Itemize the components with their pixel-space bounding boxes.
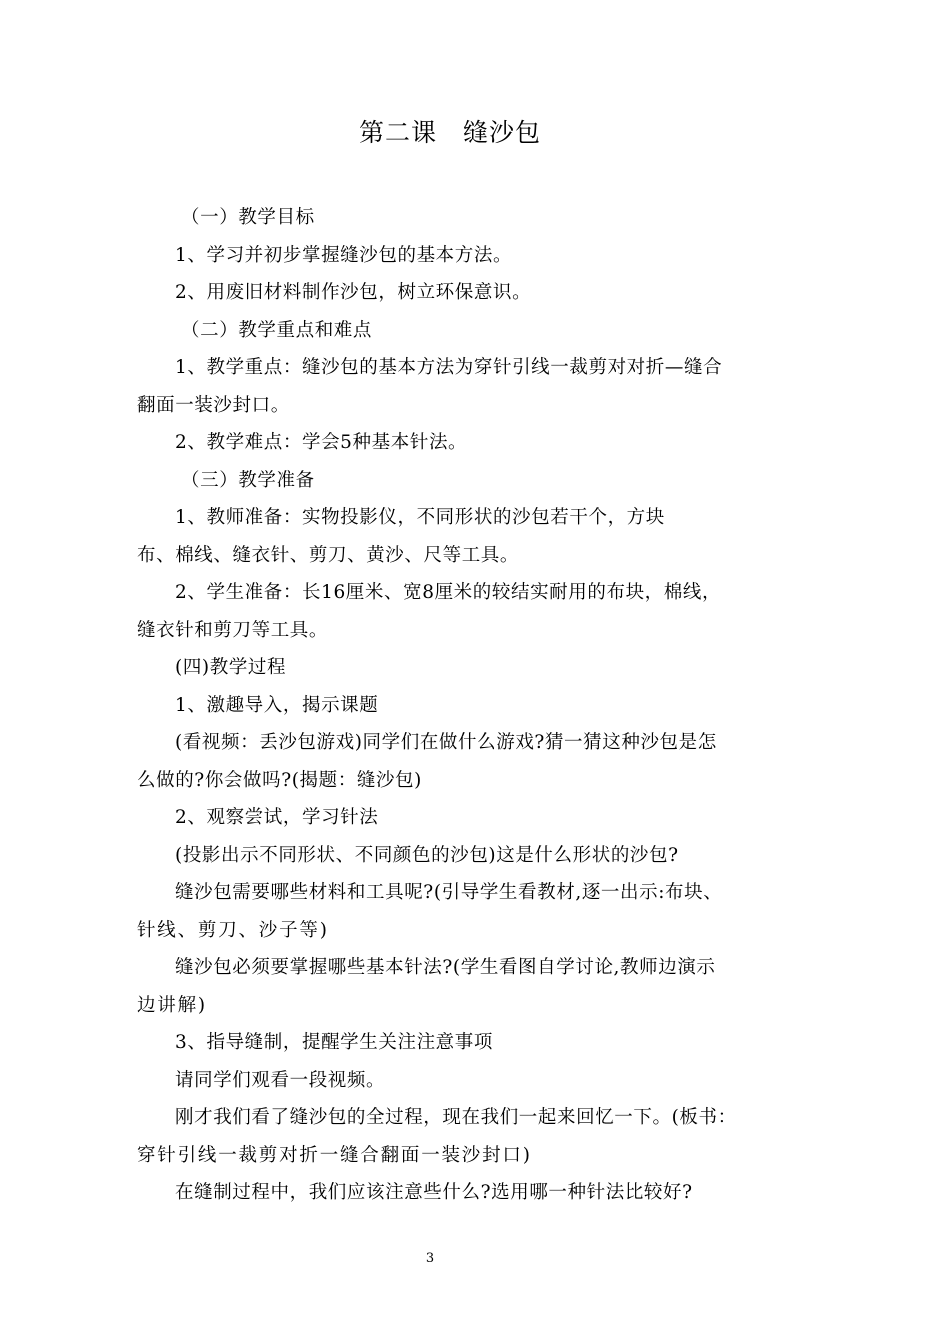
section-heading: (四)教学过程: [175, 657, 287, 678]
paragraph-line: 请同学们观看一段视频。: [175, 1069, 386, 1091]
section-heading: （二）教学重点和难点: [181, 319, 373, 341]
paragraph-line: 缝沙包必须要掌握哪些基本针法?(学生看图自学讨论,教师边演示: [175, 957, 716, 978]
paragraph-line: 么做的?你会做吗?(揭题：缝沙包): [137, 769, 422, 791]
paragraph-line: 边讲解): [137, 994, 207, 1016]
paragraph-line: 1、教学重点：缝沙包的基本方法为穿针引线一裁剪对对折—缝合: [175, 357, 723, 378]
paragraph-line: 2、用废旧材料制作沙包，树立环保意识。: [175, 282, 532, 303]
lesson-title: 第二课 缝沙包: [358, 118, 541, 147]
paragraph-line: 缝衣针和剪刀等工具。: [137, 619, 329, 641]
document-body: [137, 199, 737, 1212]
paragraph-line: 1、学习并初步掌握缝沙包的基本方法。: [175, 244, 513, 266]
paragraph-line: 2、学生准备：长16厘米、宽8厘米的较结实耐用的布块，棉线，: [175, 582, 722, 603]
paragraph-line: 3、指导缝制，提醒学生关注注意事项: [175, 1032, 493, 1053]
paragraph-line: (投影出示不同形状、不同颜色的沙包)这是什么形状的沙包?: [175, 844, 679, 866]
page-number: 3: [425, 1251, 435, 1266]
paragraph-line: 布、棉线、缝衣针、剪刀、黄沙、尺等工具。: [137, 544, 520, 566]
paragraph-line: 穿针引线一裁剪对折一缝合翻面一装沙封口): [137, 1144, 532, 1166]
paragraph-line: 1、教师准备：实物投影仪，不同形状的沙包若干个，方块: [175, 507, 665, 528]
paragraph-line: (看视频：丢沙包游戏)同学们在做什么游戏?猜一猜这种沙包是怎: [175, 732, 717, 753]
paragraph-line: 2、教学难点：学会5种基本针法。: [175, 432, 468, 453]
paragraph-line: 刚才我们看了缝沙包的全过程，现在我们一起来回忆一下。(板书：: [175, 1107, 737, 1128]
paragraph-line: 2、观察尝试，学习针法: [175, 807, 379, 828]
paragraph-line: 针线、剪刀、沙子等): [137, 919, 329, 941]
paragraph-line: 1、激趣导入，揭示课题: [175, 694, 379, 716]
paragraph-line: 缝沙包需要哪些材料和工具呢?(引导学生看教材,逐一出示:布块、: [175, 882, 723, 903]
paragraph-line: 在缝制过程中，我们应该注意些什么?选用哪一种针法比较好?: [175, 1182, 693, 1203]
section-heading: （一）教学目标: [181, 207, 315, 228]
section-heading: （三）教学准备: [181, 469, 315, 491]
paragraph-line: 翻面一装沙封口。: [137, 394, 290, 416]
